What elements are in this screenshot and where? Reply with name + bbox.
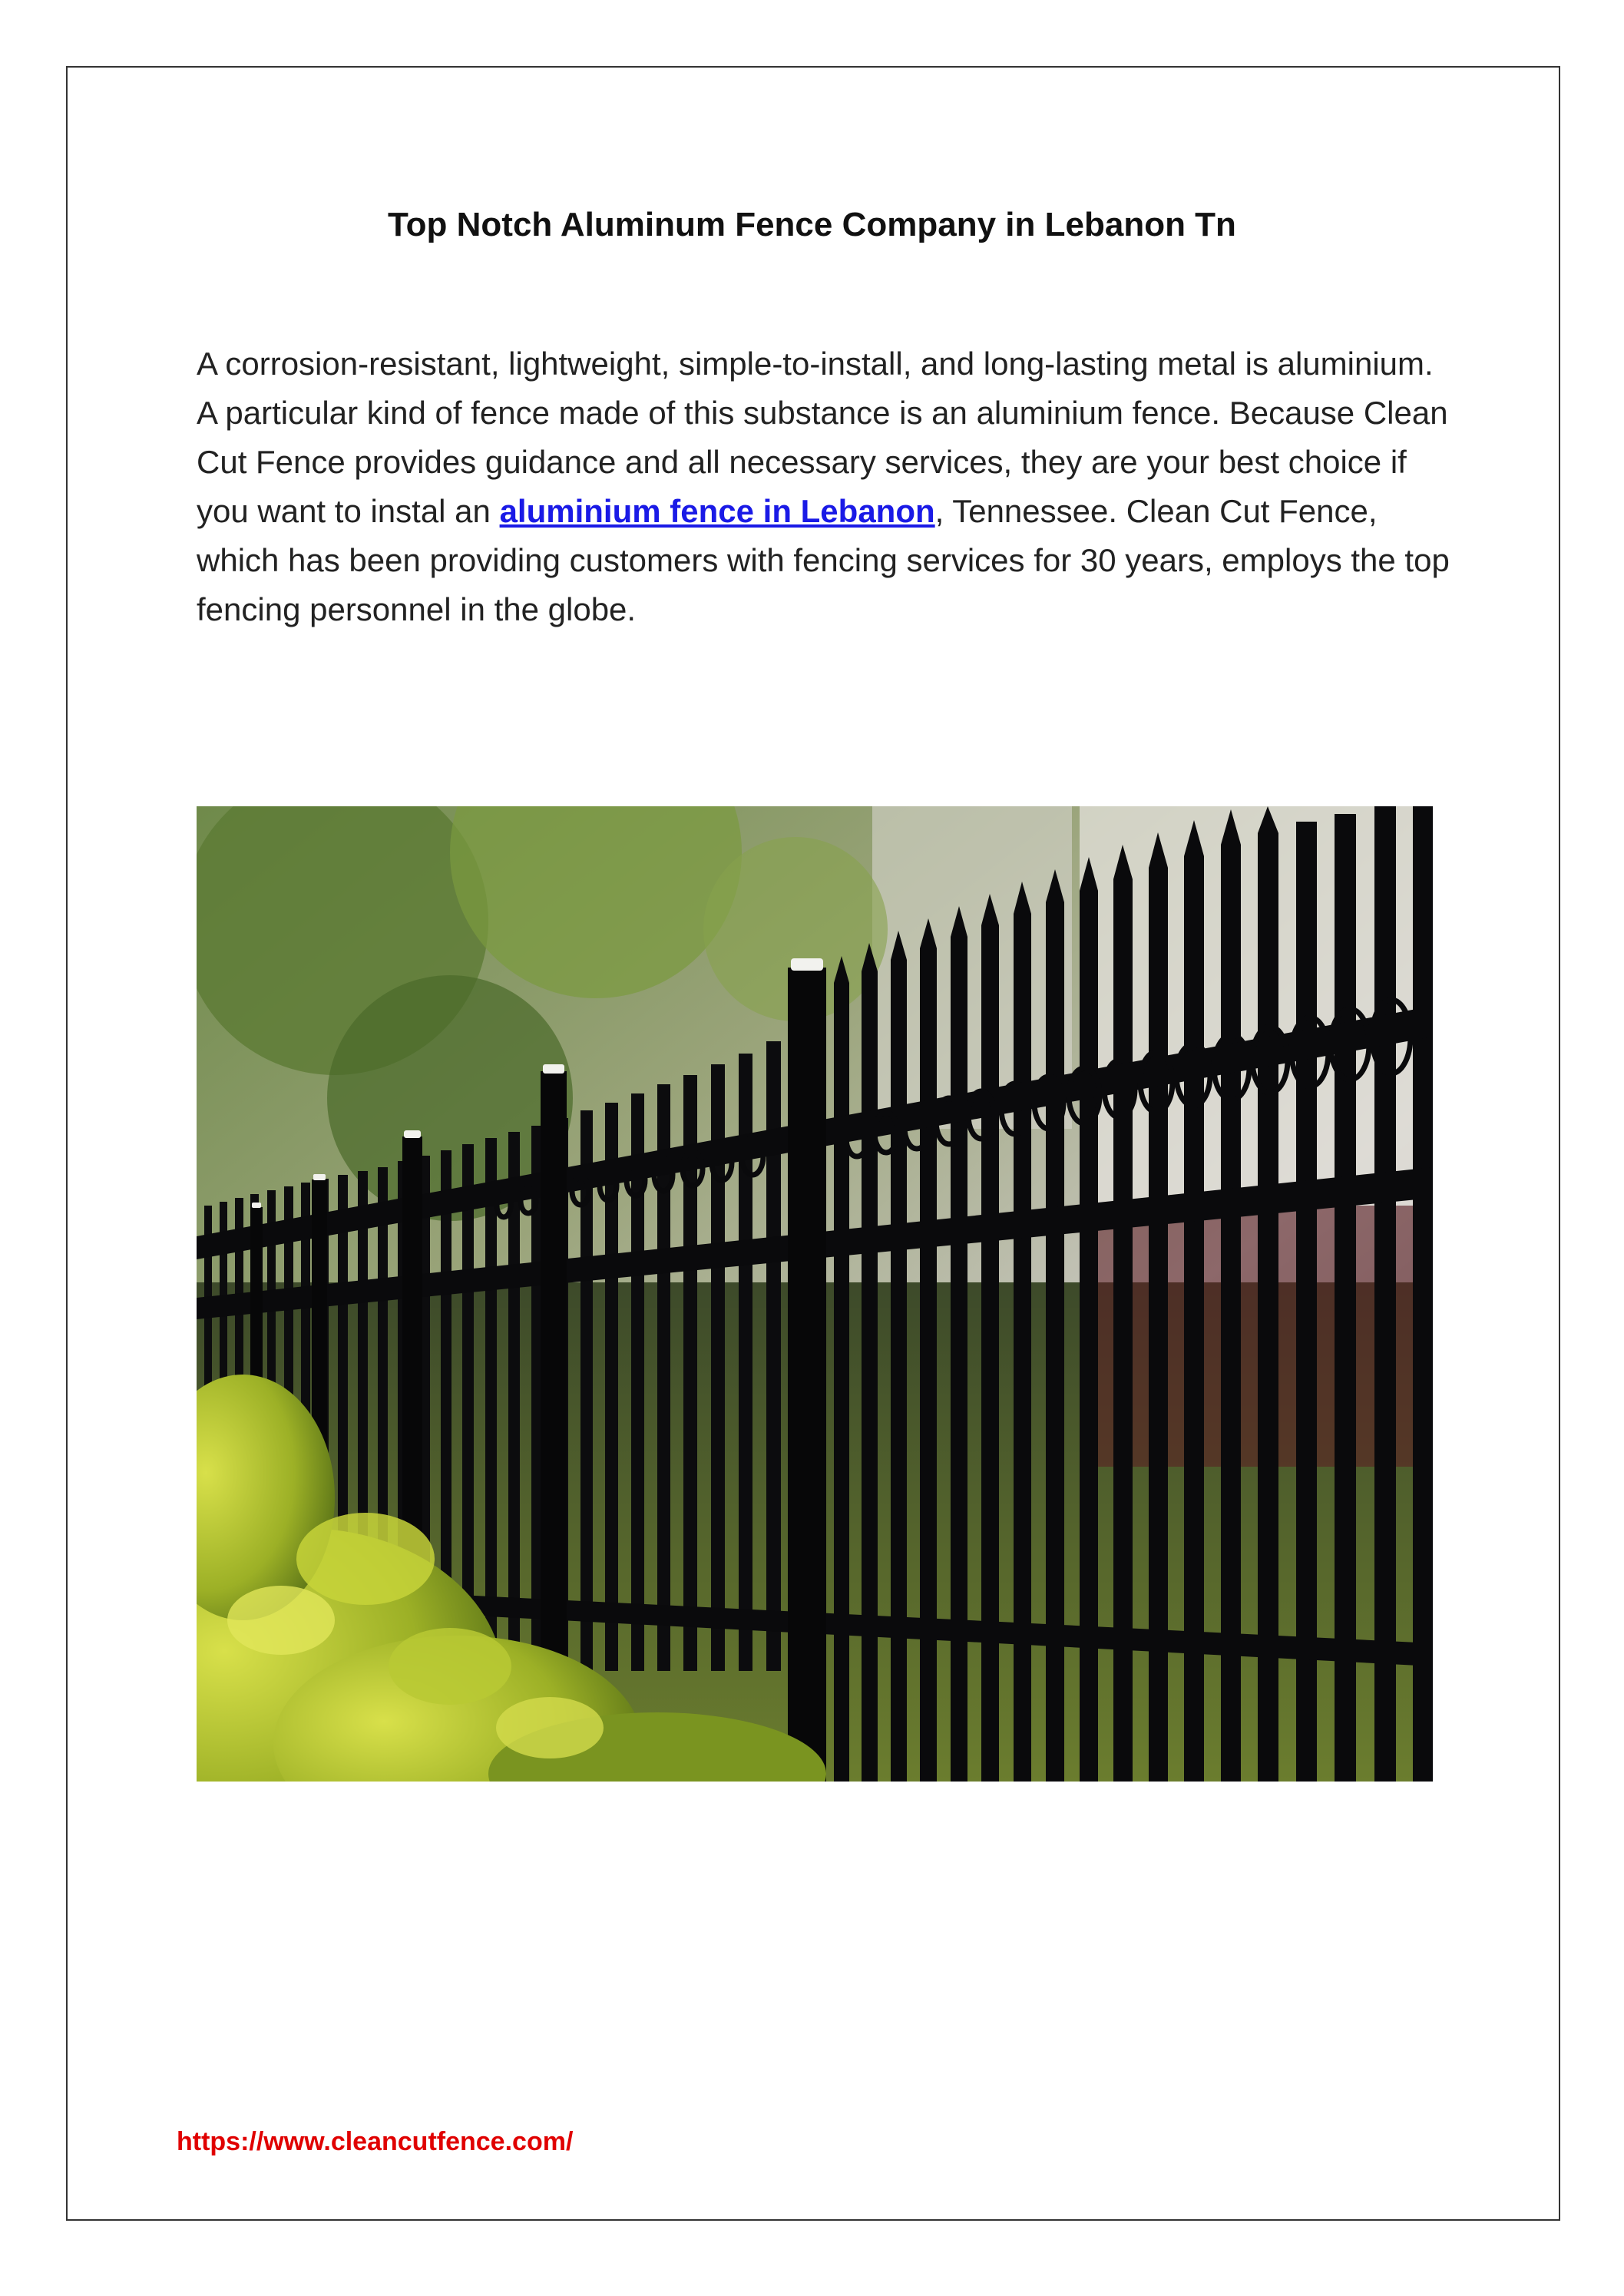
paragraph-text-start: A corrosion-resistant, lightweight, simple-to-install, and long-lasting metal is aluminium. A particular kind of fence made of this substance is an aluminium fence. Because Clean Cut Fence provides guidance and all necessary services, they are your best choice if you want to instal an: [197, 346, 1448, 529]
website-url[interactable]: https://www.cleancutfence.com/: [177, 2127, 574, 2156]
paragraph-text-end: , Tennessee. Clean Cut Fence, which has been providing customers with fencing services for 30 years, employs the top fencing personnel in the globe.: [197, 493, 1450, 627]
intro-paragraph: [197, 339, 1456, 634]
aluminium-fence-link[interactable]: aluminium fence in Lebanon: [499, 493, 935, 529]
page-title: Top Notch Aluminum Fence Company in Lebanon Tn: [388, 206, 1236, 243]
fence-photo: [197, 806, 1433, 1782]
